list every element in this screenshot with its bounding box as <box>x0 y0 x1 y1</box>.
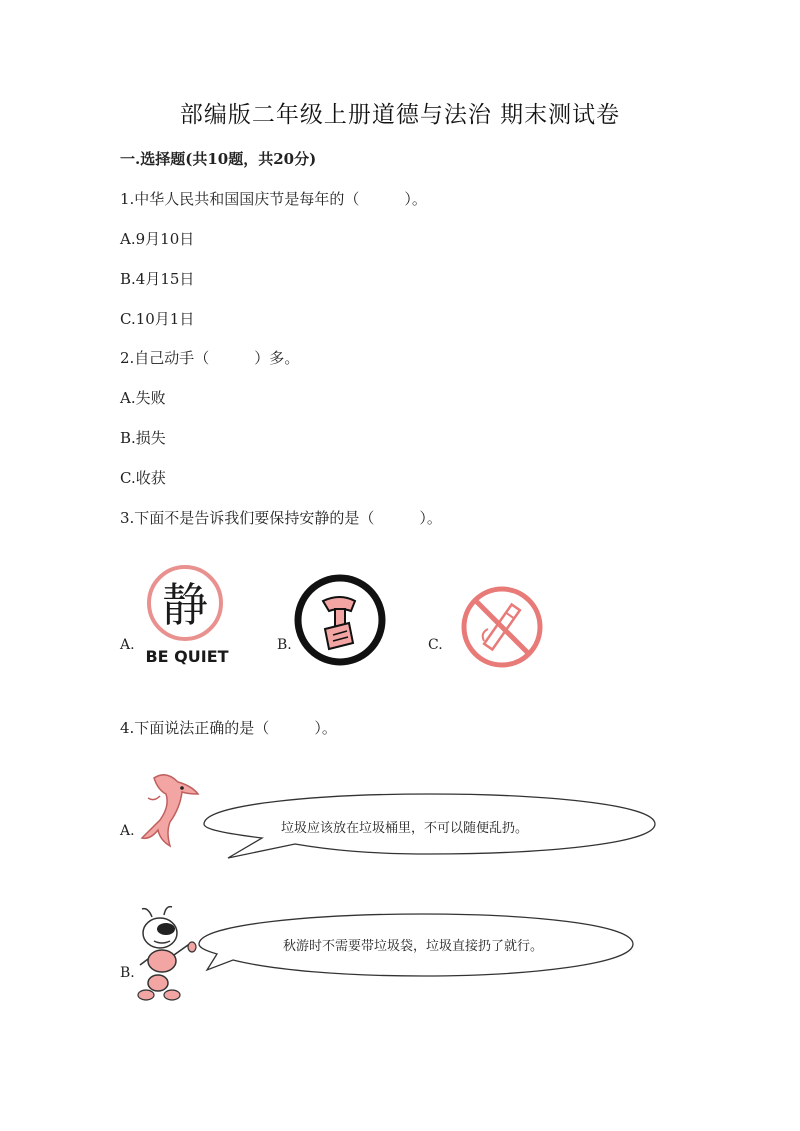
speech-text-a: 垃圾应该放在垃圾桶里，不可以随便乱扔。 <box>281 821 529 836</box>
question-3-option-c-label[interactable]: C. <box>428 637 443 653</box>
question-2-option-c[interactable]: C.收获 <box>120 469 166 487</box>
section-heading: 一.选择题(共10题，共20分) <box>120 150 317 168</box>
question-3-option-b-label[interactable]: B. <box>277 637 292 653</box>
question-2-stem: 2.自己动手（ ）多。 <box>120 349 300 367</box>
question-1-option-a[interactable]: A.9月10日 <box>120 230 195 248</box>
question-1-stem: 1.中华人民共和国国庆节是每年的（ ）。 <box>120 190 427 208</box>
quiet-sign-icon <box>140 563 240 672</box>
question-3-stem: 3.下面不是告诉我们要保持安静的是（ ）。 <box>120 509 442 527</box>
question-2-option-a[interactable]: A.失败 <box>120 389 166 407</box>
question-1-option-b[interactable]: B.4月15日 <box>120 270 195 288</box>
question-1-option-c[interactable]: C.10月1日 <box>120 310 195 328</box>
dolphin-icon <box>136 768 204 857</box>
speech-text-b: 秋游时不需要带垃圾袋，垃圾直接扔了就行。 <box>283 939 544 954</box>
question-4-option-a-label[interactable]: A. <box>120 823 135 839</box>
no-smoking-icon <box>458 583 548 677</box>
shush-sign-icon <box>293 573 389 673</box>
quiet-sign-caption: BE QUIET <box>145 647 229 666</box>
question-3-option-a-label[interactable]: A. <box>120 637 135 653</box>
page-title: 部编版二年级上册道德与法治 期末测试卷 <box>179 102 621 128</box>
question-2-option-b[interactable]: B.损失 <box>120 429 166 447</box>
question-4-option-b-label[interactable]: B. <box>120 965 135 981</box>
question-4-stem: 4.下面说法正确的是（ ）。 <box>120 719 337 737</box>
quiet-sign-char: 静 <box>162 578 208 632</box>
